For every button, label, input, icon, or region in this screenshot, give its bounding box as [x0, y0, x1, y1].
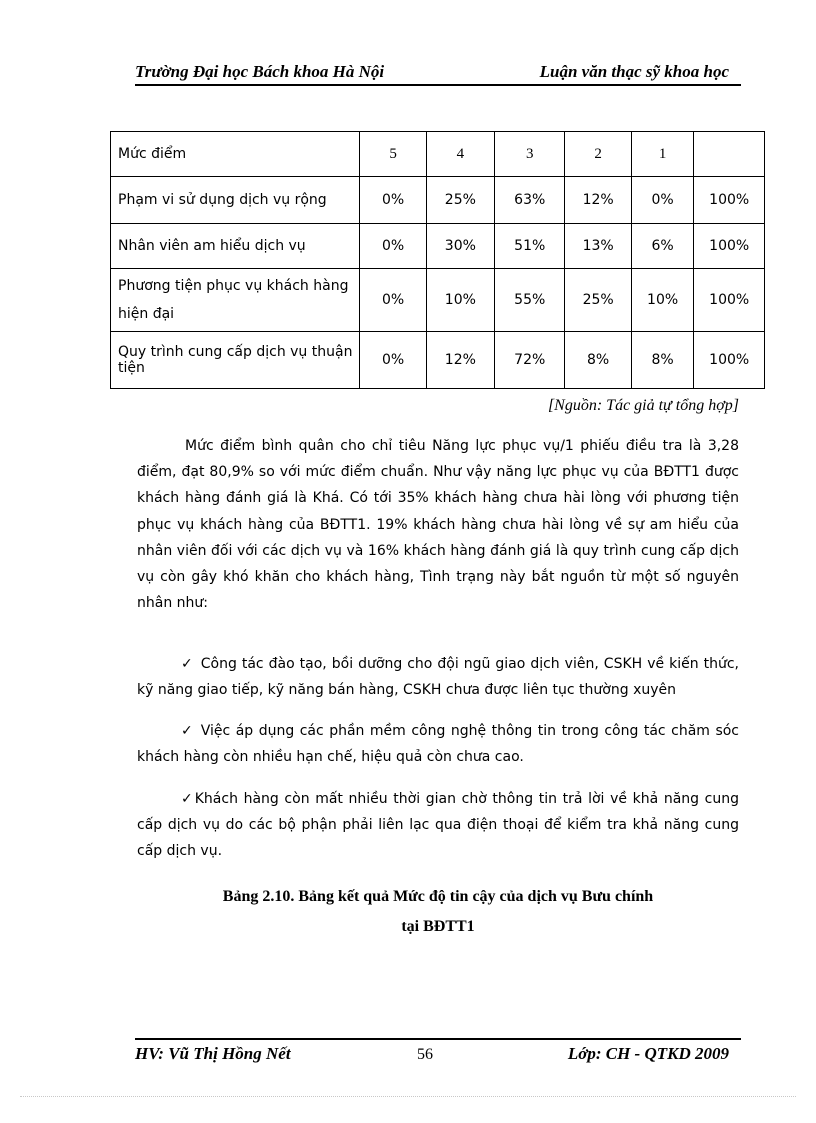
row-label: Nhân viên am hiểu dịch vụ — [111, 224, 360, 269]
score-2-header: 2 — [565, 132, 631, 177]
table-caption-line1: Bảng 2.10. Bảng kết quả Mức độ tin cậy của dịch vụ Bưu chính — [222, 888, 654, 905]
total-header — [694, 132, 765, 177]
table-cell: 6% — [631, 224, 694, 269]
table-cell: 30% — [426, 224, 494, 269]
table-row — [111, 332, 765, 389]
bullet-text: Việc áp dụng các phần mềm công nghệ thông tin trong công tác chăm sóc khách hàng còn nhiều hạn chế, hiệu quả còn chưa cao. — [137, 723, 739, 765]
table-header-row — [111, 132, 765, 177]
body-paragraph: Mức điểm bình quân cho chỉ tiêu Năng lực phục vụ/1 phiếu điều tra là 3,28 điểm, đạt 80,9% so với mức điểm chuẩn. Như vậy năng lực phục vụ của BĐTT1 được khách hàng đánh giá là Khá. Có tới 35% khách hàng chưa hài lòng với phương tiện phục vụ khách hàng của BĐTT1. 19% khách hàng chưa hài lòng về sự am hiểu của nhân viên đối với các dịch vụ và 16% khách hàng đánh giá là quy trình cung cấp dịch vụ còn gây khó khăn cho khách hàng, Tình trạng này bắt nguồn từ một số nguyên nhân như: — [137, 438, 739, 612]
table-cell: 100% — [694, 269, 765, 332]
table-row — [111, 177, 765, 224]
header-thesis-type: Luận văn thạc sỹ khoa học — [539, 62, 729, 81]
footer-class: Lớp: CH - QTKD 2009 — [567, 1044, 729, 1063]
row-label: Phương tiện phục vụ khách hàng hiện đại — [111, 269, 360, 332]
checkmark-icon: ✓ — [181, 656, 193, 672]
bullet-text: Công tác đào tạo, bồi dưỡng cho đội ngũ giao dịch viên, CSKH về kiến thức, kỹ năng giao tiếp, kỹ năng bán hàng, CSKH chưa được liên tục thường xuyên — [137, 656, 739, 698]
table-cell: 12% — [426, 332, 494, 389]
table-cell: 25% — [426, 177, 494, 224]
row-label: Quy trình cung cấp dịch vụ thuận tiện — [111, 332, 360, 389]
table-cell: 63% — [495, 177, 565, 224]
bullet-item — [137, 786, 739, 864]
table-cell: 13% — [565, 224, 631, 269]
table-cell: 100% — [694, 224, 765, 269]
table-cell: 100% — [694, 177, 765, 224]
table-cell: 51% — [495, 224, 565, 269]
row-label: Phạm vi sử dụng dịch vụ rộng — [111, 177, 360, 224]
score-5-header: 5 — [360, 132, 426, 177]
checkmark-icon: ✓ — [181, 723, 193, 739]
table-cell: 0% — [360, 269, 426, 332]
table-cell: 0% — [360, 177, 426, 224]
bullet-text: Khách hàng còn mất nhiều thời gian chờ thông tin trả lời về khả năng cung cấp dịch vụ do các bộ phận phải liên lạc qua điện thoại để kiểm tra khả năng cung cấp dịch vụ. — [137, 791, 739, 859]
table-header-label: Mức điểm — [111, 132, 360, 177]
table-row — [111, 269, 765, 332]
score-4-header: 4 — [426, 132, 494, 177]
table-caption-line2: tại BĐTT1 — [401, 918, 475, 935]
table-cell: 0% — [360, 224, 426, 269]
table-cell: 10% — [631, 269, 694, 332]
table-cell: 72% — [495, 332, 565, 389]
table-cell: 55% — [495, 269, 565, 332]
table-cell: 10% — [426, 269, 494, 332]
score-1-header: 1 — [631, 132, 694, 177]
page-header — [135, 62, 741, 86]
page-number: 56 — [417, 1046, 433, 1063]
table-cell: 0% — [360, 332, 426, 389]
header-university: Trường Đại học Bách khoa Hà Nội — [135, 62, 385, 81]
table-cell: 12% — [565, 177, 631, 224]
table-cell: 0% — [631, 177, 694, 224]
table-cell: 8% — [565, 332, 631, 389]
score-3-header: 3 — [495, 132, 565, 177]
page-edge-divider — [20, 1096, 796, 1097]
page-footer — [135, 1038, 741, 1070]
bullet-item — [137, 718, 739, 770]
source-note: [Nguồn: Tác giả tự tổng hợp] — [547, 397, 739, 414]
footer-author: HV: Vũ Thị Hồng Nết — [135, 1044, 291, 1063]
checkmark-icon: ✓ — [181, 791, 193, 807]
table-cell: 25% — [565, 269, 631, 332]
table-row — [111, 224, 765, 269]
bullet-item — [137, 651, 739, 703]
table-cell: 100% — [694, 332, 765, 389]
service-capacity-table — [110, 131, 765, 389]
table-cell: 8% — [631, 332, 694, 389]
